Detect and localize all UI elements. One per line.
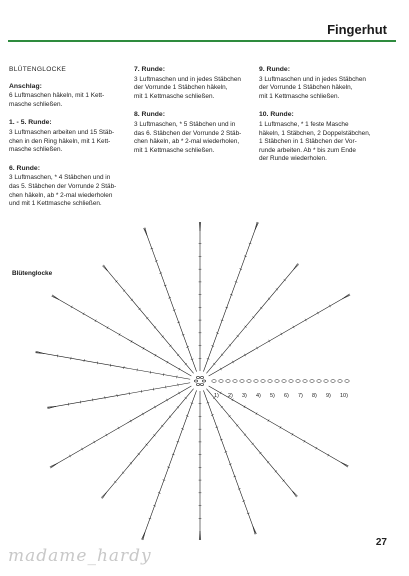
- chain-stitch: [331, 380, 335, 383]
- stitch-spoke: [44, 354, 190, 380]
- section-title-round-8: 8. Runde:: [134, 111, 165, 119]
- round-number: 10): [340, 393, 348, 399]
- round-number: 7): [298, 393, 303, 399]
- section-text-round-10: 1 Luftmasche, * 1 feste Masche häkeln, 1 Stäbchen, 2 Doppelstäbchen, 1 Stäbchen in 1 Stäbchen der Vor- runde arbeiten. Ab * bis zum Ende der Runde wiederholen.: [259, 120, 371, 163]
- chain-stitch: [345, 380, 349, 383]
- treble-stitch: [293, 264, 299, 270]
- chain-stitch: [233, 380, 237, 383]
- treble-stitch: [342, 295, 350, 299]
- chain-stitch: [226, 380, 230, 383]
- round-number: 9): [326, 393, 331, 399]
- diagram-label: Blütenglocke: [12, 270, 53, 277]
- section-text-rounds-1-5: 3 Luftmaschen arbeiten und 15 Stäb- chen in den Ring häkeln, mit 1 Kett- masche schließen.: [9, 128, 115, 154]
- chain-stitch: [212, 380, 216, 383]
- stitch-spoke: [58, 386, 191, 463]
- chain-stitch: [338, 380, 342, 383]
- section-text-anschlag: 6 Luftmaschen häkeln, mit 1 Kett- masche schließen.: [9, 92, 105, 108]
- treble-stitch: [340, 462, 347, 467]
- stitch-spoke: [206, 271, 292, 374]
- stitch-spoke: [109, 272, 194, 373]
- watermark: madame_hardy: [8, 546, 152, 566]
- section-title-round-9: 9. Runde:: [259, 66, 290, 73]
- chain-stitch: [310, 380, 314, 383]
- round-number: 1): [214, 393, 219, 399]
- chain-stitch: [202, 380, 205, 382]
- chain-stitch: [196, 376, 199, 378]
- chain-stitch: [317, 380, 321, 383]
- stitch-spoke: [203, 390, 252, 525]
- section-title-round-6: 6. Runde:: [9, 164, 40, 172]
- treble-stitch: [50, 463, 58, 467]
- section-title-rounds-1-5: 1. - 5. Runde:: [9, 119, 52, 127]
- pattern-caption: BLÜTENGLOCKE: [9, 66, 67, 73]
- chain-stitch: [289, 380, 293, 383]
- chain-stitch: [282, 380, 286, 383]
- chain-stitch: [324, 380, 328, 383]
- stitch-spoke: [107, 389, 193, 492]
- round-number: 5): [270, 393, 275, 399]
- treble-stitch: [101, 491, 107, 497]
- round-number: 3): [242, 393, 247, 399]
- round-number: 4): [256, 393, 261, 399]
- stitch-spoke: [56, 383, 190, 407]
- stitch-spoke: [60, 300, 192, 376]
- round-number: 2): [228, 393, 233, 399]
- chain-stitch: [303, 380, 307, 383]
- stitch-spoke: [203, 231, 254, 372]
- chain-stitch: [200, 376, 203, 378]
- chain-stitch: [296, 380, 300, 383]
- chain-stitch: [268, 380, 272, 383]
- section-text-round-9: 3 Luftmaschen und in jedes Stäbchen der Vorrunde 1 Stäbchen häkeln, mit 1 Kettmasche schließen.: [259, 75, 366, 100]
- round-number: 8): [312, 393, 317, 399]
- stitch-spoke: [147, 236, 196, 371]
- chain-stitch: [254, 380, 258, 383]
- treble-stitch: [104, 265, 109, 272]
- section-title-round-7: 7. Runde:: [134, 66, 165, 73]
- section-title-anschlag: Anschlag:: [9, 82, 42, 90]
- chain-stitch: [247, 380, 251, 383]
- treble-stitch: [52, 295, 59, 300]
- section-title-round-10: 10. Runde:: [259, 111, 294, 119]
- section-text-round-7: 3 Luftmaschen und in jedes Stäbchen der Vorrunde 1 Stäbchen häkeln, mit 1 Kettmasche schließen.: [134, 75, 241, 100]
- chain-stitch: [194, 380, 197, 382]
- chain-stitch: [240, 380, 244, 383]
- stitch-spoke: [206, 389, 291, 490]
- chain-stitch: [261, 380, 265, 383]
- section-text-round-8: 3 Luftmaschen, * 5 Stäbchen und in das 6. Stäbchen der Vorrunde 2 Stäb- chen häkeln, ab * 2-mal wiederholen, mit 1 Kettmasche schließen.: [134, 120, 242, 154]
- section-text-round-6: 3 Luftmaschen, * 4 Stäbchen und in das 5. Stäbchen der Vorrunde 2 Stäb- chen häkeln, ab * 2-mal wiederholen und mit 1 Kettmasche schließen.: [9, 174, 117, 208]
- page-number: 27: [375, 537, 387, 548]
- chain-stitch: [275, 380, 279, 383]
- stitch-spoke: [209, 299, 342, 376]
- chain-stitch: [200, 383, 203, 385]
- chain-stitch: [219, 380, 223, 383]
- treble-stitch: [291, 490, 296, 497]
- round-number: 6): [284, 393, 289, 399]
- stitch-spoke: [145, 390, 196, 531]
- chain-stitch: [196, 383, 199, 385]
- page-title: Fingerhut: [327, 22, 387, 37]
